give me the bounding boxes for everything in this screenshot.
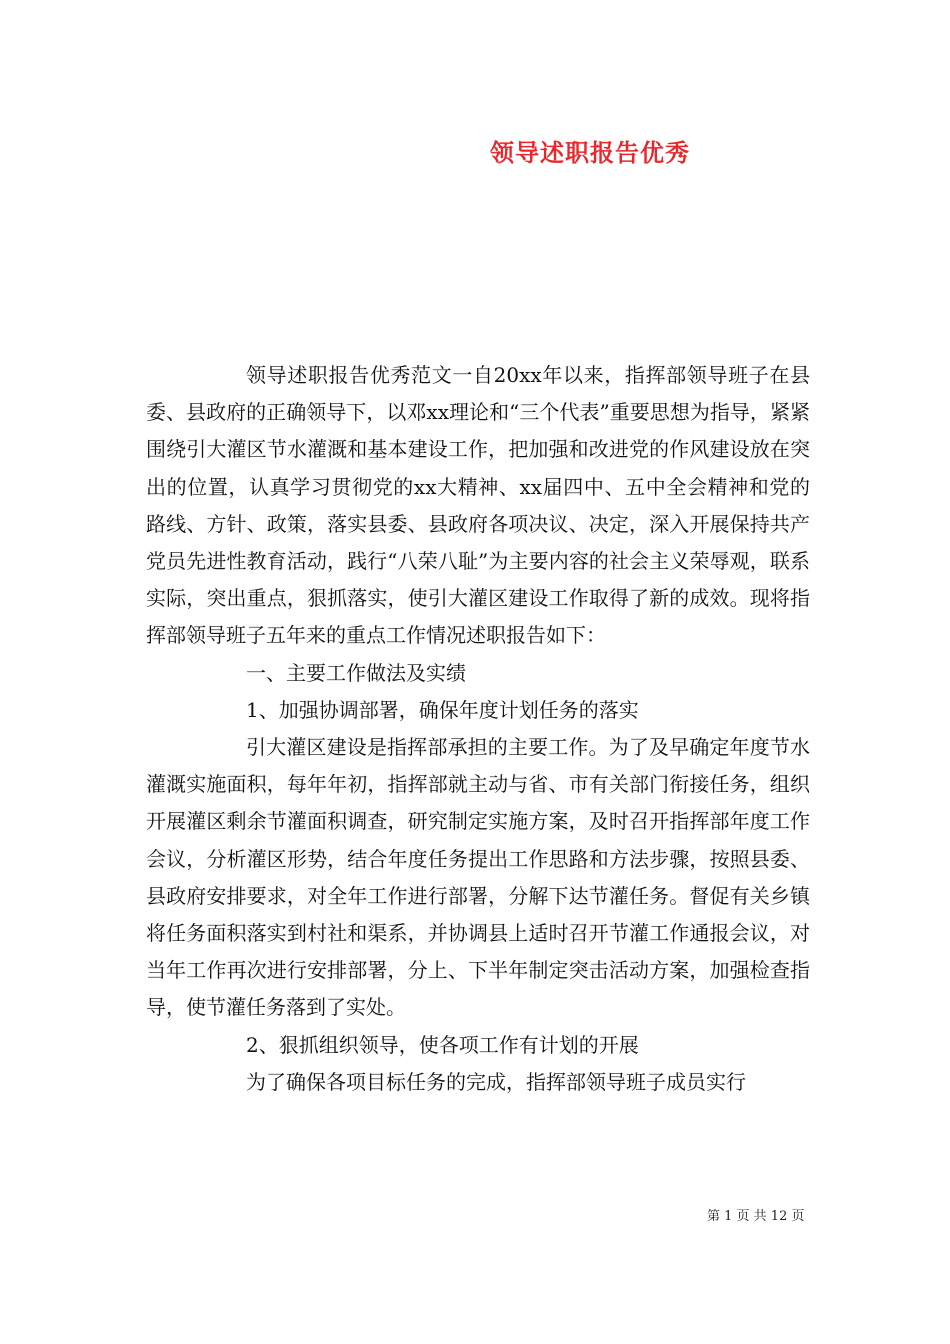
subsection-2-paragraph: 为了确保各项目标任务的完成，指挥部领导班子成员实行 <box>246 1069 746 1094</box>
subsection-heading-2: 2、狠抓组织领导，使各项工作有计划的开展 <box>246 1032 639 1057</box>
subsection-1-paragraph: 引大灌区建设是指挥部承担的主要工作。为了及早确定年度节水灌溉实施面积，每年年初，指挥部就主动与省、市有关部门衔接任务，组织开展灌区剩余节灌面积调查，研究制定实施方案，及时召开指挥部年度工作会议，分析灌区形势，结合年度任务提出工作思路和方法步骤，按照县委、县政府安排要求，对全年工作进行部署，分解下达节灌任务。督促有关乡镇将任务面积落实到村社和渠系，并协调县上适时召开节灌工作通报会议，对当年工作再次进行安排部署，分上、下半年制定突击活动方案，加强检查指导，使节灌任务落到了实处。 <box>146 735 810 1020</box>
subsection-heading-1: 1、加强协调部署，确保年度计划任务的落实 <box>246 697 639 722</box>
document-body <box>146 357 810 1101</box>
document-title: 领导述职报告优秀 <box>490 138 690 167</box>
section-heading-main-work: 一、主要工作做法及实绩 <box>246 660 466 685</box>
intro-paragraph: 领导述职报告优秀范文一自20xx年以来，指挥部领导班子在县委、县政府的正确领导下，以邓xx理论和“三个代表”重要思想为指导，紧紧围绕引大灌区节水灌溉和基本建设工作，把加强和改进党的作风建设放在突出的位置，认真学习贯彻党的xx大精神、xx届四中、五中全会精神和党的路线、方针、政策，落实县委、县政府各项决议、决定，深入开展保持共产党员先进性教育活动，践行“八荣八耻”为主要内容的社会主义荣辱观，联系实际，突出重点，狠抓落实，使引大灌区建设工作取得了新的成效。现将指挥部领导班子五年来的重点工作情况述职报告如下： <box>146 363 810 648</box>
page-number-footer: 第 1 页 共 12 页 <box>707 1209 805 1224</box>
